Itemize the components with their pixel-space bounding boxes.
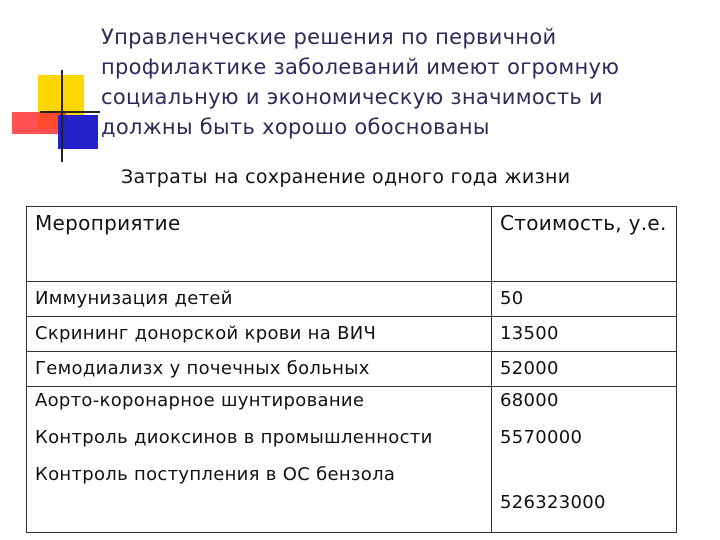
header-measure: Мероприятие [27, 207, 492, 282]
cost-cell: 13500 [492, 317, 677, 352]
table-row-group [27, 387, 677, 533]
table-caption: Затраты на сохранение одного года жизни [121, 166, 571, 188]
cost-cell: 52000 [492, 352, 677, 387]
measure-item: Аорто-коронарное шунтирование [35, 390, 365, 411]
measure-cell: Гемодиализх у почечных больных [27, 352, 492, 387]
slide-title: Управленческие решения по первичной профилактике заболеваний имеют огромную социальную и экономическую значимость и должны быть хорошо обоснованы [101, 25, 620, 139]
table-header-row [27, 207, 677, 282]
decor-vertical-line [61, 70, 63, 162]
table-row [27, 282, 677, 317]
cost-item: 68000 [500, 390, 559, 411]
measure-cell: Иммунизация детей [27, 282, 492, 317]
table-row [27, 317, 677, 352]
cost-cell-group [492, 387, 677, 533]
measure-item: Контроль диоксинов в промышленности [35, 427, 433, 448]
decor-horizontal-line [40, 111, 100, 113]
table-row [27, 352, 677, 387]
cost-cell: 50 [492, 282, 677, 317]
cost-item: 5570000 [500, 427, 583, 448]
header-cost: Стоимость, у.е. [492, 207, 677, 282]
measure-cell: Скрининг донорской крови на ВИЧ [27, 317, 492, 352]
cost-table [26, 206, 677, 533]
measure-item: Контроль поступления в ОС бензола [35, 464, 396, 485]
cost-item: 526323000 [500, 492, 606, 513]
measure-cell-group [27, 387, 492, 533]
decor-blue-square [58, 115, 98, 149]
